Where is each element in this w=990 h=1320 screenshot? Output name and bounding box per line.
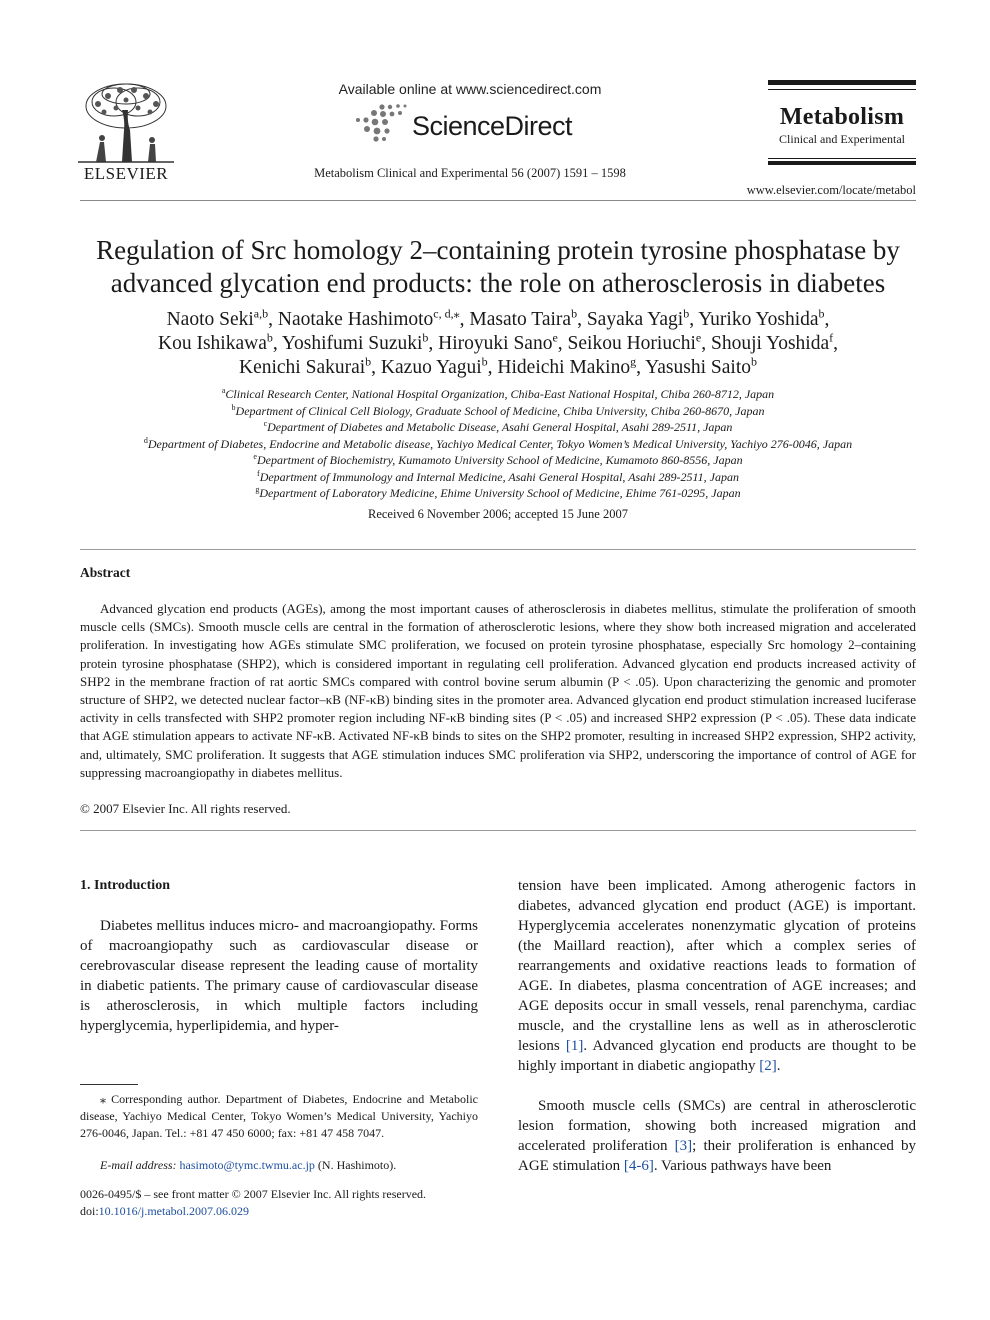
sciencedirect-dots-icon	[352, 102, 412, 142]
front-matter-line: 0026-0495/$ – see front matter © 2007 Elsevier Inc. All rights reserved.	[80, 1187, 427, 1201]
elsevier-tree-icon	[78, 80, 174, 164]
affiliation	[60, 386, 936, 402]
author-name: Hiroyuki Sano	[438, 333, 553, 354]
author-name: Seikou Horiuchi	[567, 333, 696, 354]
doi-prefix: doi:	[80, 1204, 99, 1218]
journal-rule	[768, 89, 916, 90]
email-label: E-mail address:	[100, 1158, 177, 1172]
author-line: Naoto Seki$^{a,b}$, Naotake Hashimoto$^{c, d,⁎}$, Masato Taira$^b$, Sayaka Yagi$^b$, Yuriko Yoshida$^b$,	[166, 306, 830, 330]
intro-paragraph: Diabetes mellitus induces micro- and macroangiopathy. Forms of macroangiopathy such as cardiovascular disease or cerebrovascular disease represent the leading cause of mortality in diabetic patients. The primary cause of cardiovascular disease is atherosclerosis, in which multiple factors including hyperglycemia, hyperlipidemia, and hyper-	[80, 918, 478, 1034]
body-text: . Various pathways have been	[653, 1158, 832, 1174]
affiliation-key: c	[263, 419, 268, 428]
reference-link[interactable]: [2]	[759, 1058, 777, 1074]
author-affiliation-marker: b	[818, 306, 825, 321]
article-title: Regulation of Src homology 2–containing protein tyrosine phosphatase by advanced glycation end products: the role on atherosclerosis in diabetes	[96, 235, 900, 298]
author-affiliation-marker: c, d,⁎	[433, 306, 460, 321]
author-name: Naotake Hashimoto	[277, 309, 434, 330]
doi-link[interactable]: 10.1016/j.metabol.2007.06.029	[98, 1204, 249, 1218]
journal-subtitle: Clinical and Experimental	[779, 132, 905, 146]
author-affiliation-marker: e	[552, 330, 558, 345]
journal-url-link[interactable]: www.elsevier.com/locate/metabol	[746, 183, 916, 197]
affiliation-key: e	[253, 452, 257, 461]
affiliation-key: f	[257, 468, 260, 478]
author-line: Kenichi Sakurai$^b$, Kazuo Yagui$^b$, Hideichi Makino$^g$, Yasushi Saito$^b$	[239, 354, 757, 378]
affiliation-text: Department of Diabetes, Endocrine and Metabolic disease, Yachiyo Medical Center, Tokyo Women’s Medical University, Yachiyo 276-0046, Japan	[147, 436, 853, 451]
affiliation-text: Department of Clinical Cell Biology, Graduate School of Medicine, Chiba University, Chiba 260-8670, Japan	[235, 403, 765, 418]
affiliation	[60, 469, 936, 485]
journal-rule	[768, 80, 916, 85]
email-owner: (N. Hashimoto).	[314, 1158, 397, 1172]
author-affiliation-marker: a,b	[253, 306, 269, 321]
author-affiliation-marker: f	[829, 330, 834, 345]
author-name: Shouji Yoshida	[710, 333, 830, 354]
affiliation	[60, 403, 936, 419]
corresponding-author-note: ⁎ Corresponding author. Department of Diabetes, Endocrine and Metabolic disease, Yachiyo Medical Center, Tokyo Women’s Medical University, Yachiyo 276-0046, Japan. Tel.: +81 47 450 6000; fax: +81 47 458 7047.	[80, 1092, 478, 1140]
section-heading: 1. Introduction	[80, 878, 170, 893]
author-name: Yasushi Saito	[645, 357, 751, 378]
abstract-text: Advanced glycation end products (AGEs), among the most important causes of atherosclerosis in diabetes mellitus, stimulate the proliferation of smooth muscle cells (SMCs). Smooth muscle cells are central in the formation of atherosclerotic lesions, where they show both increased migration and accelerated proliferation. In investigating how AGEs stimulate SMC proliferation, we focused on protein tyrosine phosphatase, especially Src homology 2–containing protein tyrosine phosphatase (SHP2), which is considered important in regulating cell proliferation. Advanced glycation end products increased activity of SHP2 in the membrane fraction of rat aortic SMCs compared with control bovine serum albumin (P < .05). Upon characterizing the genomic and promoter structure of SHP2, we detected nuclear factor–κB (NF-κB) binding sites in the promoter area. Advanced glycation end product stimulation increased luciferase activity in cells transfected with SHP2 promoter region including NF-κB binding sites (P < .05) and increased SHP2 expression (P < .05). These data indicate that AGE stimulation appears to activate NF-κB. Activated NF-κB binds to sites on the SHP2 promoter, resulting in increased SHP2 expression, SHP2 activity, and, ultimately, SMC proliferation. It suggests that AGE stimulation induces SMC proliferation via SHP2, underscoring the importance of control of AGE for suppressing macroangiopathy in diabetes mellitus.	[80, 601, 916, 780]
affiliation	[60, 452, 936, 468]
author-affiliation-marker: b	[571, 306, 578, 321]
affiliation-key: g	[255, 485, 260, 494]
copyright-line: © 2007 Elsevier Inc. All rights reserved.	[80, 801, 291, 816]
platform-name: ScienceDirect	[412, 111, 573, 141]
email-link[interactable]: hasimoto@tymc.twmu.ac.jp	[179, 1158, 315, 1172]
body-text: Smooth muscle cells (SMCs) are central in atherosclerotic lesion formation, showing both increased migration and accelerated proliferation	[518, 1098, 916, 1154]
publisher-logo-text: ELSEVIER	[83, 164, 169, 183]
affiliation	[60, 419, 936, 435]
available-online-text: Available online at www.sciencedirect.com	[338, 81, 602, 97]
author-line: Kou Ishikawa$^b$, Yoshifumi Suzuki$^b$, Hiroyuki Sano$^e$, Seikou Horiuchi$^e$, Shouji Yoshida$^f$,	[158, 330, 838, 354]
affiliation-key: b	[231, 402, 236, 412]
body-text: ; their proliferation is enhanced by AGE stimulation	[518, 1138, 917, 1174]
author-affiliation-marker: b	[683, 306, 690, 321]
doi-line	[80, 1204, 249, 1219]
author-affiliation-marker: b	[266, 330, 273, 345]
body-paragraph	[518, 1096, 916, 1176]
divider	[80, 549, 916, 550]
reference-link[interactable]: [4-6]	[623, 1158, 654, 1174]
author-name: Kou Ishikawa	[158, 333, 267, 354]
received-dates: Received 6 November 2006; accepted 15 June 2007	[368, 507, 628, 521]
body-paragraph	[518, 876, 916, 1076]
journal-name: Metabolism	[779, 104, 905, 130]
journal-rule	[768, 161, 916, 165]
affiliation-text: Clinical Research Center, National Hospital Organization, Chiba-East National Hospital, Chiba 260-8712, Japan	[225, 387, 775, 401]
author-affiliation-marker: e	[695, 330, 702, 345]
reference-link[interactable]: [1]	[565, 1038, 584, 1054]
footnote-rule	[80, 1084, 138, 1085]
affiliation	[60, 485, 936, 501]
author-name: Kenichi Sakurai	[239, 357, 366, 378]
reference-link[interactable]: [3]	[674, 1138, 693, 1154]
author-name: Naoto Seki	[166, 309, 254, 330]
affiliation-key: a	[221, 386, 226, 395]
body-text: .	[776, 1058, 781, 1074]
body-text: tension have been implicated. Among atherogenic factors in diabetes, advanced glycation end product (AGE) is important. Hyperglycemia accelerates nonenzymatic glycation of proteins (the Maillard reaction), after which a complex series of rearrangements and oxidative reactions leads to formation of AGE. In diabetes, plasma concentration of AGE increases; and AGE deposits occur in small vessels, renal parenchyma, cardiac muscle, and the crystalline lens as well as in atherosclerotic lesions	[518, 878, 916, 1054]
journal-citation: Metabolism Clinical and Experimental 56 (2007) 1591 – 1598	[314, 166, 626, 180]
author-affiliation-marker: b	[750, 354, 757, 369]
divider	[80, 830, 916, 831]
author-affiliation-marker: b	[422, 330, 429, 345]
author-name: Kazuo Yagui	[380, 357, 482, 378]
author-affiliation-marker: b	[365, 354, 372, 369]
author-affiliation-marker: g	[630, 354, 637, 369]
author-name: Yuriko Yoshida	[698, 309, 819, 330]
author-name: Yoshifumi Suzuki	[281, 333, 423, 354]
affiliation-text: Department of Immunology and Internal Medicine, Asahi General Hospital, Asahi 289-2511, Japan	[259, 469, 739, 484]
author-name: Sayaka Yagi	[586, 309, 684, 330]
journal-rule	[768, 158, 916, 159]
author-name: Masato Taira	[469, 309, 572, 330]
affiliation	[60, 436, 936, 452]
affiliation-text: Department of Diabetes and Metabolic Disease, Asahi General Hospital, Asahi 289-2511, Japan	[267, 420, 733, 434]
email-line	[100, 1158, 396, 1173]
affiliation-key: d	[143, 435, 148, 445]
affiliation-text: Department of Laboratory Medicine, Ehime University School of Medicine, Ehime 761-0295, Japan	[259, 486, 741, 500]
sciencedirect-logo[interactable]	[352, 102, 592, 146]
abstract-heading: Abstract	[80, 565, 131, 580]
author-name: Hideichi Makino	[497, 357, 631, 378]
author-affiliation-marker: b	[481, 354, 488, 369]
header-divider	[80, 200, 916, 201]
body-text: . Advanced glycation end products are thought to be highly important in diabetic angiopathy	[518, 1038, 916, 1074]
affiliation-text: Department of Biochemistry, Kumamoto University School of Medicine, Kumamoto 860-8556, Japan	[256, 453, 743, 467]
elsevier-logo	[78, 80, 174, 184]
